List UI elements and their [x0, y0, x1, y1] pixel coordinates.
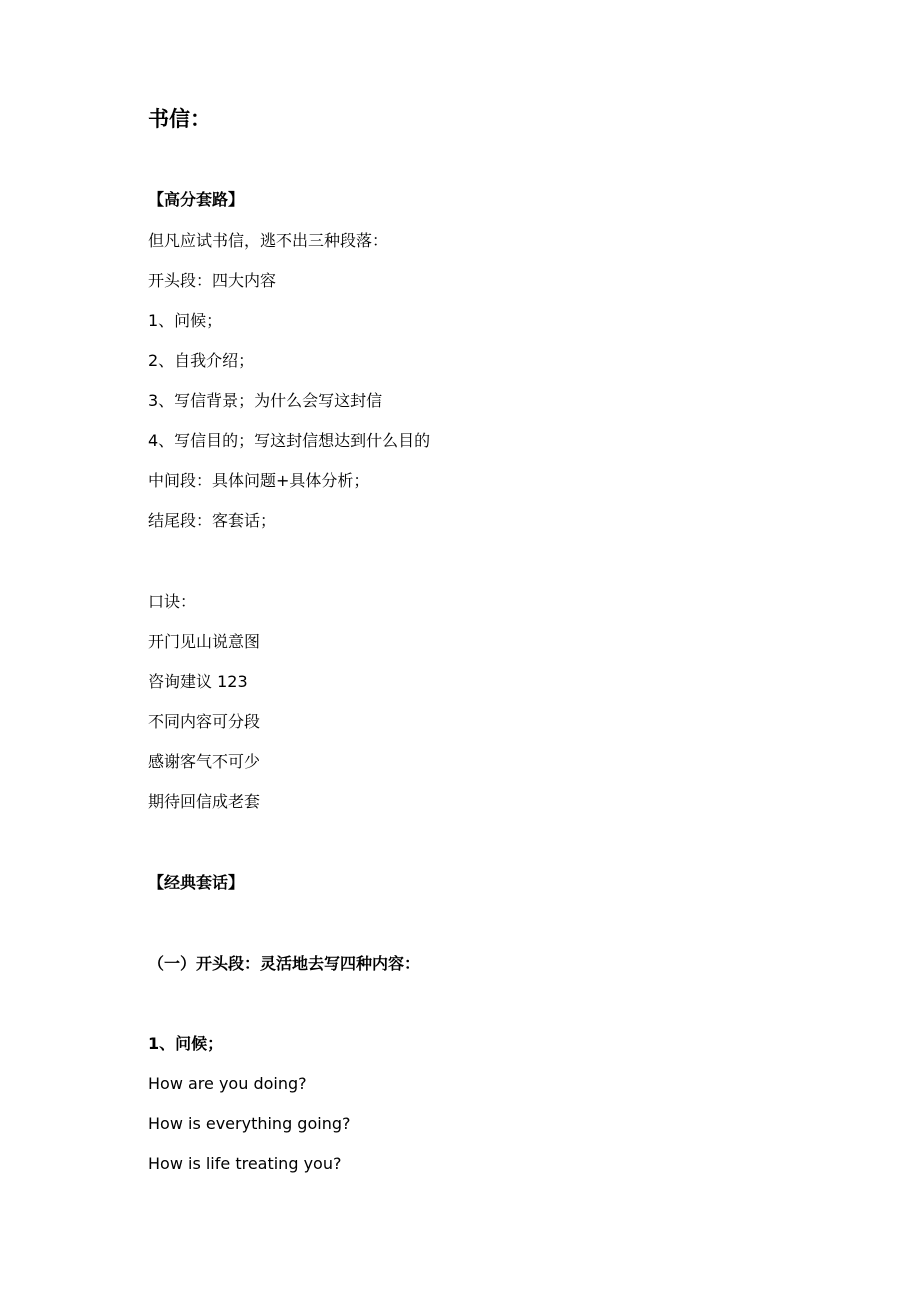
- section-heading-classic: 【经典套话】: [148, 873, 245, 892]
- mnemonic-line: 咨询建议 123: [148, 672, 248, 691]
- paragraph-line: 但凡应试书信，逃不出三种段落：: [148, 231, 389, 250]
- mnemonic-label: 口诀：: [148, 592, 197, 611]
- paragraph-line: 开头段：四大内容: [148, 271, 277, 290]
- paragraph-line: 结尾段：客套话；: [148, 511, 277, 530]
- example-sentence: How is everything going?: [148, 1114, 351, 1133]
- section-heading-high-score: 【高分套路】: [148, 190, 245, 209]
- item-heading-greeting: 1、问候；: [148, 1034, 224, 1053]
- mnemonic-line: 不同内容可分段: [148, 712, 261, 731]
- paragraph-line: 中间段：具体问题+具体分析；: [148, 471, 370, 490]
- sub-heading-opening: （一）开头段：灵活地去写四种内容：: [148, 954, 421, 973]
- list-item: 2、自我介绍；: [148, 351, 255, 370]
- mnemonic-line: 开门见山说意图: [148, 632, 261, 651]
- mnemonic-line: 期待回信成老套: [148, 792, 261, 811]
- example-sentence: How is life treating you?: [148, 1154, 342, 1173]
- list-item: 4、写信目的；写这封信想达到什么目的: [148, 431, 431, 450]
- mnemonic-line: 感谢客气不可少: [148, 752, 261, 771]
- document-title: 书信：: [148, 107, 211, 131]
- list-item: 3、写信背景；为什么会写这封信: [148, 391, 383, 410]
- list-item: 1、问候；: [148, 311, 223, 330]
- example-sentence: How are you doing?: [148, 1074, 307, 1093]
